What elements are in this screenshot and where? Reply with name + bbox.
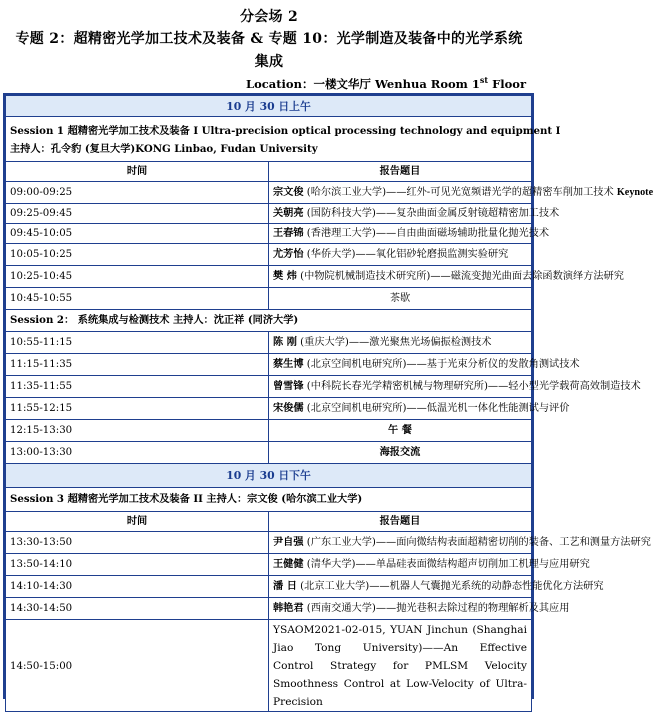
day-header-morning: 10 月 30 日上午 <box>6 96 532 117</box>
speaker-name: 王健健 <box>273 558 304 570</box>
session-3-title: Session 3 超精密光学加工技术及装备 II 主持人：宗文俊 (哈尔滨工业大学) <box>6 488 532 512</box>
talk-title: (北京空间机电研究所)——基于光束分析仪的发散角测试技术 <box>303 359 580 370</box>
time-cell: 13:00-13:30 <box>6 442 269 464</box>
time-cell: 14:50-15:00 <box>6 620 269 712</box>
schedule-table-frame <box>3 93 653 708</box>
location-superscript: st <box>479 75 489 86</box>
session-1-chair: 主持人：孔令豹 (复旦大学)KONG Linbao, Fudan University <box>10 142 318 155</box>
speaker-name: 陈 刚 <box>273 336 297 348</box>
page-subtitle-continued: 集成 <box>254 54 284 70</box>
session-row <box>6 488 532 512</box>
talk-title: (西南交通大学)——抛光巷积去除过程的物理解析及其应用 <box>303 603 570 614</box>
talk-cell <box>269 266 624 288</box>
talk-title: (华侨大学)——氧化铝砂轮磨损监测实验研究 <box>303 249 509 260</box>
session-row <box>6 310 532 332</box>
lunch-label: 午 餐 <box>269 420 532 442</box>
speaker-name: 韩艳君 <box>273 602 304 614</box>
time-cell: 09:25-09:45 <box>6 204 269 224</box>
talk-title: (北京工业大学)——机器人气囊抛光系统的动静态性能优化方法研究 <box>296 581 604 592</box>
table-row <box>6 554 532 576</box>
time-cell: 09:00-09:25 <box>6 182 269 204</box>
lunch-row <box>6 420 532 442</box>
time-cell: 10:25-10:45 <box>6 266 269 288</box>
schedule-table <box>5 95 653 712</box>
talk-title: (重庆大学)——激光聚焦光场偏振检测技术 <box>296 337 492 348</box>
time-cell: 10:45-10:55 <box>6 288 269 310</box>
table-row <box>6 224 532 244</box>
table-row <box>6 266 532 288</box>
speaker-name: 潘 日 <box>273 580 297 592</box>
speaker-name: 宋俊儒 <box>273 402 304 414</box>
page-title: 分会场 2 <box>239 9 299 25</box>
day-header-row <box>6 464 532 488</box>
table-row <box>6 354 532 376</box>
talk-title: (中物院机械制造技术研究所)——磁流变抛光曲面去除函数演绎方法研究 <box>296 271 624 282</box>
time-cell: 09:45-10:05 <box>6 224 269 244</box>
day-header-row <box>6 96 532 117</box>
talk-title: (北京空间机电研究所)——低温光机一体化性能测试与评价 <box>303 403 570 414</box>
session-1-title: Session 1 超精密光学加工技术及装备 I Ultra-precision optical processing technology and equipment I <box>10 124 561 137</box>
location-line <box>246 76 526 92</box>
talk-title: (香港理工大学)——自由曲面磁场辅助批量化抛光技术 <box>303 228 550 239</box>
session-2-title: Session 2： 系统集成与检测技术 主持人：沈正祥 (同济大学) <box>6 310 532 332</box>
talk-title: (中科院长春光学精密机械与物理研究所)——轻小型光学载荷高效制造技术 <box>303 381 641 392</box>
time-cell: 14:30-14:50 <box>6 598 269 620</box>
talk-cell <box>269 182 653 204</box>
table-row <box>6 576 532 598</box>
talk-cell <box>269 376 641 398</box>
break-label: 茶歇 <box>269 288 532 310</box>
speaker-name: 宗文俊 <box>273 186 304 198</box>
talk-title: (哈尔滨工业大学)——红外-可见光宽频谱光学的超精密车削加工技术 <box>303 187 617 198</box>
talk-cell <box>269 354 580 376</box>
time-cell: 10:05-10:25 <box>6 244 269 266</box>
talk-cell <box>269 224 550 244</box>
page-subtitle: 专题 2：超精密光学加工技术及装备 & 专题 10：光学制造及装备中的光学系统 <box>15 31 523 47</box>
talk-title-line-1: YSAOM2021-02-015, YUAN Jinchun (Shanghai Jiao Tong University)——An Effective <box>273 624 527 654</box>
table-row <box>6 598 532 620</box>
table-row <box>6 620 532 712</box>
time-cell: 12:15-13:30 <box>6 420 269 442</box>
talk-title: (广东工业大学)——面向微结构表面超精密切削的装备、工艺和测量方法研究 <box>303 537 651 548</box>
time-column-header: 时间 <box>6 512 269 532</box>
talk-title: (清华大学)——单晶硅表面微结构超声切削加工机理与应用研究 <box>303 559 590 570</box>
day-header-afternoon: 10 月 30 日下午 <box>6 464 532 488</box>
speaker-name: 尤芳怡 <box>273 248 304 260</box>
time-cell: 11:15-11:35 <box>6 354 269 376</box>
talk-cell <box>269 398 570 420</box>
talk-title: (国防科技大学)——复杂曲面金属反射镜超精密加工技术 <box>303 208 560 219</box>
talk-title-line-2: Control Strategy for PMLSM Velocity Smoothness Control at Low-Velocity of Ultra-Precision <box>273 660 527 708</box>
talk-cell <box>269 598 570 620</box>
location-text: Location：一楼文华厅 Wenhua Room 1 <box>246 77 480 91</box>
keynote-label: Keynote <box>616 187 653 198</box>
talk-cell <box>269 332 532 354</box>
talk-cell <box>269 576 604 598</box>
column-header-row <box>6 162 532 182</box>
poster-row <box>6 442 532 464</box>
time-column-header: 时间 <box>6 162 269 182</box>
break-row <box>6 288 532 310</box>
table-row <box>6 182 532 204</box>
time-cell: 10:55-11:15 <box>6 332 269 354</box>
location-suffix: Floor <box>488 77 526 91</box>
talk-cell <box>269 554 590 576</box>
speaker-name: 王春锦 <box>273 227 304 239</box>
session-1-cell <box>6 117 561 162</box>
speaker-name: 关朝亮 <box>273 207 304 219</box>
poster-label: 海报交流 <box>269 442 532 464</box>
speaker-name: 尹自强 <box>273 536 304 548</box>
table-row <box>6 532 532 554</box>
table-row <box>6 376 532 398</box>
talk-cell <box>269 532 651 554</box>
table-row <box>6 332 532 354</box>
speaker-name: 樊 炜 <box>273 270 297 282</box>
column-header-row <box>6 512 532 532</box>
talk-cell <box>269 620 532 712</box>
topic-column-header: 报告题目 <box>269 162 532 182</box>
table-row <box>6 204 532 224</box>
talk-cell <box>269 204 560 224</box>
time-cell: 11:35-11:55 <box>6 376 269 398</box>
topic-column-header: 报告题目 <box>269 512 532 532</box>
table-row <box>6 398 532 420</box>
time-cell: 13:30-13:50 <box>6 532 269 554</box>
table-row <box>6 244 532 266</box>
talk-cell <box>269 244 532 266</box>
time-cell: 14:10-14:30 <box>6 576 269 598</box>
time-cell: 13:50-14:10 <box>6 554 269 576</box>
speaker-name: 曾雪锋 <box>273 380 304 392</box>
speaker-name: 蔡生博 <box>273 358 304 370</box>
session-row <box>6 117 532 162</box>
time-cell: 11:55-12:15 <box>6 398 269 420</box>
